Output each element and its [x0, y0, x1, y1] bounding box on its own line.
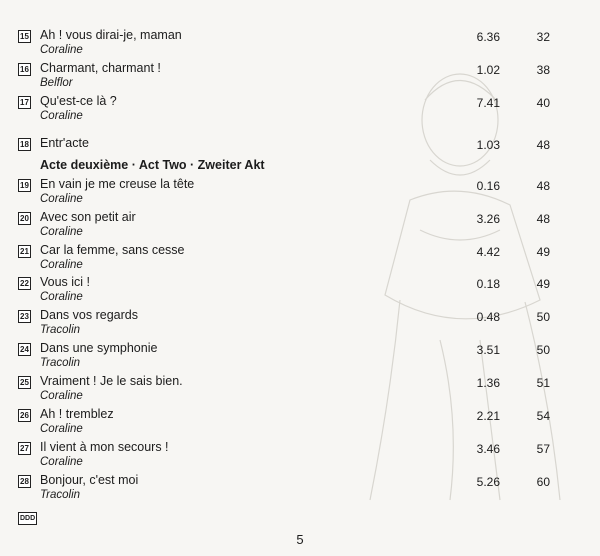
track-row [0, 136, 600, 156]
track-row [0, 407, 600, 439]
track-role: Coraline [40, 259, 83, 271]
track-title: En vain je me creuse la tête [40, 177, 195, 191]
track-title: Ah ! vous dirai-je, maman [40, 28, 182, 42]
track-page: 32 [536, 30, 550, 44]
track-page: 50 [536, 343, 550, 357]
track-role: Tracolin [40, 324, 81, 336]
track-title: Avec son petit air [40, 210, 136, 224]
act-two-heading: Acte deuxième · Act Two · Zweiter Akt [40, 158, 265, 172]
ddd-badge: DDD [18, 512, 37, 525]
track-title: Vous ici ! [40, 275, 91, 289]
track-row [0, 28, 600, 60]
track-page: 50 [536, 310, 550, 324]
track-page: 40 [536, 96, 550, 110]
track-duration: 3.51 [476, 343, 500, 357]
track-row [0, 275, 600, 307]
track-role: Coraline [40, 291, 83, 303]
track-row [0, 61, 600, 93]
track-row [0, 308, 600, 340]
track-title: Dans une symphonie [40, 341, 158, 355]
track-number-badge: 16 [18, 63, 31, 76]
track-title: Vraiment ! Je le sais bien. [40, 374, 183, 388]
track-role: Coraline [40, 110, 83, 122]
track-duration: 1.02 [476, 63, 500, 77]
track-page: 54 [536, 409, 550, 423]
track-number-badge: 18 [18, 138, 31, 151]
track-page: 49 [536, 277, 550, 291]
track-title: Charmant, charmant ! [40, 61, 161, 75]
track-row [0, 243, 600, 275]
track-row [0, 473, 600, 505]
track-role: Tracolin [40, 357, 81, 369]
track-number-badge: 17 [18, 96, 31, 109]
track-duration: 4.42 [476, 245, 500, 259]
track-row [0, 177, 600, 209]
track-number-badge: 22 [18, 277, 31, 290]
track-duration: 1.36 [476, 376, 500, 390]
track-number-badge: 25 [18, 376, 31, 389]
track-title: Il vient à mon secours ! [40, 440, 169, 454]
track-title: Car la femme, sans cesse [40, 243, 185, 257]
track-role: Coraline [40, 456, 83, 468]
track-page: 48 [536, 138, 550, 152]
track-number-badge: 28 [18, 475, 31, 488]
track-number-badge: 26 [18, 409, 31, 422]
track-role: Coraline [40, 226, 83, 238]
track-duration: 5.26 [476, 475, 500, 489]
track-role: Belflor [40, 77, 73, 89]
track-row [0, 374, 600, 406]
track-title: Dans vos regards [40, 308, 138, 322]
track-duration: 1.03 [476, 138, 500, 152]
track-page: 38 [536, 63, 550, 77]
track-number-badge: 24 [18, 343, 31, 356]
track-duration: 7.41 [476, 96, 500, 110]
track-duration: 2.21 [476, 409, 500, 423]
track-number-badge: 15 [18, 30, 31, 43]
track-page: 60 [536, 475, 550, 489]
track-title: Entr'acte [40, 136, 89, 150]
track-role: Coraline [40, 44, 83, 56]
track-number-badge: 21 [18, 245, 31, 258]
track-number-badge: 27 [18, 442, 31, 455]
track-duration: 3.46 [476, 442, 500, 456]
track-number-badge: 23 [18, 310, 31, 323]
track-duration: 0.18 [476, 277, 500, 291]
track-title: Qu'est-ce là ? [40, 94, 117, 108]
track-role: Tracolin [40, 489, 81, 501]
track-page: 51 [536, 376, 550, 390]
track-title: Ah ! tremblez [40, 407, 114, 421]
track-row [0, 440, 600, 472]
page-number: 5 [296, 532, 304, 547]
track-duration: 0.48 [476, 310, 500, 324]
track-page: 48 [536, 212, 550, 226]
track-row [0, 210, 600, 242]
track-role: Coraline [40, 193, 83, 205]
track-number-badge: 19 [18, 179, 31, 192]
track-page: 49 [536, 245, 550, 259]
track-row [0, 94, 600, 126]
track-role: Coraline [40, 390, 83, 402]
track-page: 57 [536, 442, 550, 456]
track-page: 48 [536, 179, 550, 193]
track-role: Coraline [40, 423, 83, 435]
track-duration: 3.26 [476, 212, 500, 226]
track-row [0, 341, 600, 373]
track-duration: 6.36 [476, 30, 500, 44]
track-title: Bonjour, c'est moi [40, 473, 139, 487]
track-duration: 0.16 [476, 179, 500, 193]
track-number-badge: 20 [18, 212, 31, 225]
